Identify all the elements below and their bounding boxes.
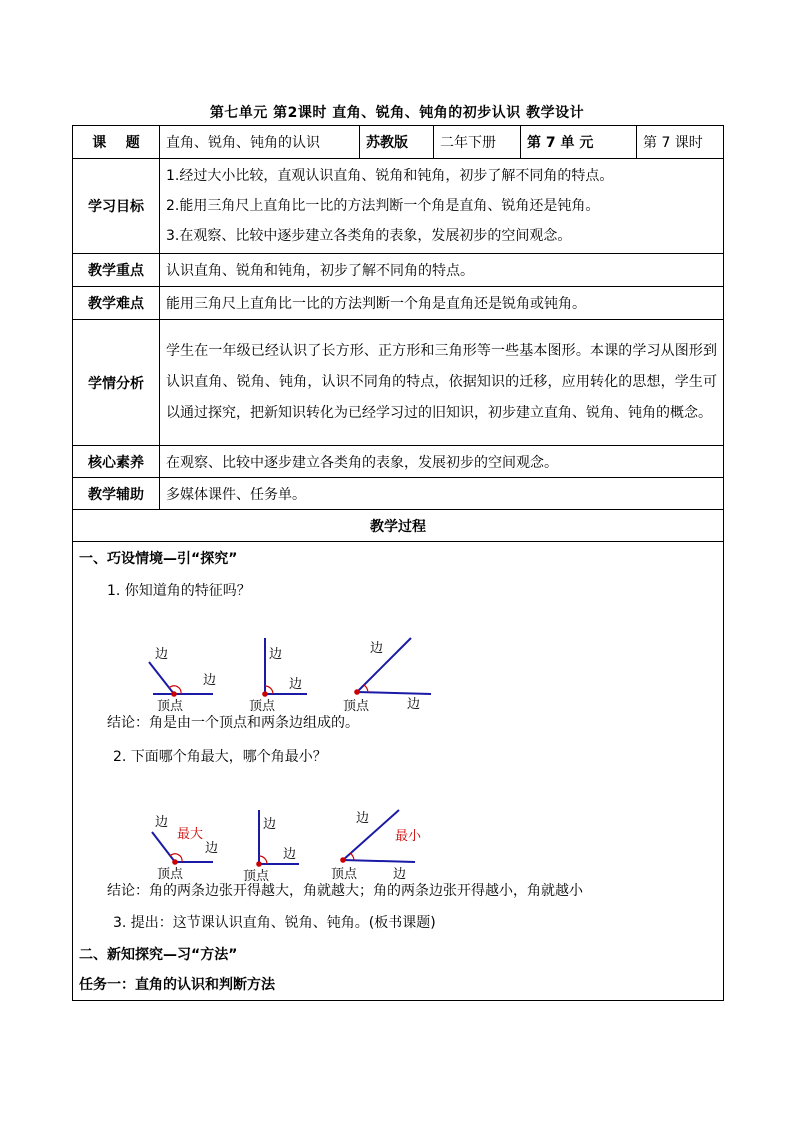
angle-side-line: [152, 832, 175, 862]
largest-label: 最大: [177, 827, 204, 842]
process-section: [73, 542, 723, 1000]
objective-item: 2.能用三角尺上直角比一比的方法判断一个角是直角、锐角还是钝角。: [166, 198, 600, 214]
question-3: 3. 提出：这节课认识直角、锐角、钝角。(板书课题): [113, 915, 436, 931]
side-label: 边: [393, 867, 407, 882]
side-label: 边: [155, 647, 169, 662]
side-label: 边: [269, 647, 283, 662]
process-heading: 教学过程: [370, 518, 426, 535]
vertex-dot: [256, 861, 262, 867]
side-label: 边: [263, 817, 277, 832]
smallest-label: 最小: [395, 829, 422, 844]
vertex-label: 顶点: [331, 867, 358, 882]
objective-item: 3.在观察、比较中逐步建立各类角的表象，发展初步的空间观念。: [166, 228, 572, 244]
section2-heading: 二、新知探究—习“方法”: [79, 947, 238, 963]
obtuse-angle-figure-2: [152, 814, 218, 882]
analysis-cell: [160, 320, 723, 445]
document-title: 第七单元 第2课时 直角、锐角、钝角的初步认识 教学设计: [209, 105, 585, 121]
right-angle-figure-2: [243, 810, 299, 884]
aids-label: 教学辅助: [73, 478, 160, 509]
lesson: 第 7 课时: [643, 135, 703, 151]
vertex-label: 顶点: [249, 699, 276, 714]
publisher: 苏教版: [360, 126, 434, 158]
analysis-text: 学生在一年级已经认识了长方形、正方形和三角形等一些基本图形。本课的学习从图形到认识直角、锐角、钝角，认识不同角的特点，依据知识的迁移，应用转化的思想，学生可以通过探究，把新知识转化为已经学习过的旧知识，初步建立直角、锐角、钝角的概念。: [166, 343, 717, 421]
side-label: 边: [205, 841, 219, 856]
literacy-label: 核心素养: [73, 446, 160, 477]
task1-heading: 任务一：直角的认识和判断方法: [79, 977, 275, 993]
lesson-plan-table: [72, 125, 724, 1001]
key-points-text: 认识直角、锐角和钝角，初步了解不同角的特点。: [166, 263, 474, 279]
side-label: 边: [203, 673, 217, 688]
section1-heading: 一、巧设情境—引“探究”: [79, 551, 238, 567]
question-1: 1. 你知道角的特征吗？: [107, 583, 251, 599]
analysis-label: 学情分析: [73, 320, 160, 445]
key-points-row: [73, 254, 723, 287]
angle-side-line: [357, 638, 411, 692]
literacy-row: [73, 446, 723, 478]
topic-label: 课 题: [73, 126, 160, 158]
difficulties-row: [73, 287, 723, 320]
side-label: 边: [155, 815, 169, 830]
conclusion-1: 结论：角是由一个顶点和两条边组成的。: [107, 715, 359, 731]
header-row: [73, 126, 723, 159]
angle-arc: [364, 685, 368, 692]
obtuse-angle-figure-1: [149, 646, 216, 714]
analysis-row: [73, 320, 723, 446]
unit: 第 7 单 元: [521, 126, 637, 158]
objective-item: 1.经过大小比较，直观认识直角、锐角和钝角，初步了解不同角的特点。: [166, 168, 614, 184]
difficulties-label: 教学难点: [73, 287, 160, 319]
side-label: 边: [356, 811, 370, 826]
question-2: 2. 下面哪个角最大，哪个角最小？: [113, 749, 327, 765]
process-heading-row: [73, 510, 723, 542]
angle-arc: [350, 853, 354, 860]
grade: 二年下册: [434, 126, 521, 158]
acute-angle-figure-1: [343, 638, 431, 714]
objectives-list: [160, 159, 723, 253]
side-label: 边: [370, 641, 384, 656]
vertex-label: 顶点: [157, 699, 184, 714]
side-label: 边: [407, 697, 421, 712]
vertex-label: 顶点: [243, 869, 270, 884]
angle-side-line: [343, 860, 415, 862]
conclusion-2: 结论：角的两条边张开得越大，角就越大；角的两条边张开得越小，角就越小: [107, 883, 583, 899]
angle-side-line: [357, 692, 431, 694]
vertex-dot: [172, 859, 178, 865]
angle-side-line: [343, 810, 399, 860]
literacy-text: 在观察、比较中逐步建立各类角的表象，发展初步的空间观念。: [166, 454, 558, 471]
vertex-dot: [354, 689, 360, 695]
side-label: 边: [283, 847, 297, 862]
vertex-label: 顶点: [343, 699, 370, 714]
vertex-dot: [262, 691, 268, 697]
side-label: 边: [289, 677, 303, 692]
objectives-row: [73, 159, 723, 254]
vertex-label: 顶点: [157, 867, 184, 882]
acute-angle-figure-2: [331, 810, 422, 882]
topic-value: 直角、锐角、钝角的认识: [160, 126, 360, 158]
aids-text: 多媒体课件、任务单。: [166, 486, 306, 503]
objectives-label: 学习目标: [73, 159, 160, 253]
difficulties-text: 能用三角尺上直角比一比的方法判断一个角是直角还是锐角或钝角。: [166, 296, 586, 312]
aids-row: [73, 478, 723, 510]
angle-side-line: [149, 662, 174, 694]
vertex-dot: [340, 857, 346, 863]
key-points-label: 教学重点: [73, 254, 160, 286]
right-angle-figure-1: [249, 638, 307, 714]
vertex-dot: [171, 691, 177, 697]
